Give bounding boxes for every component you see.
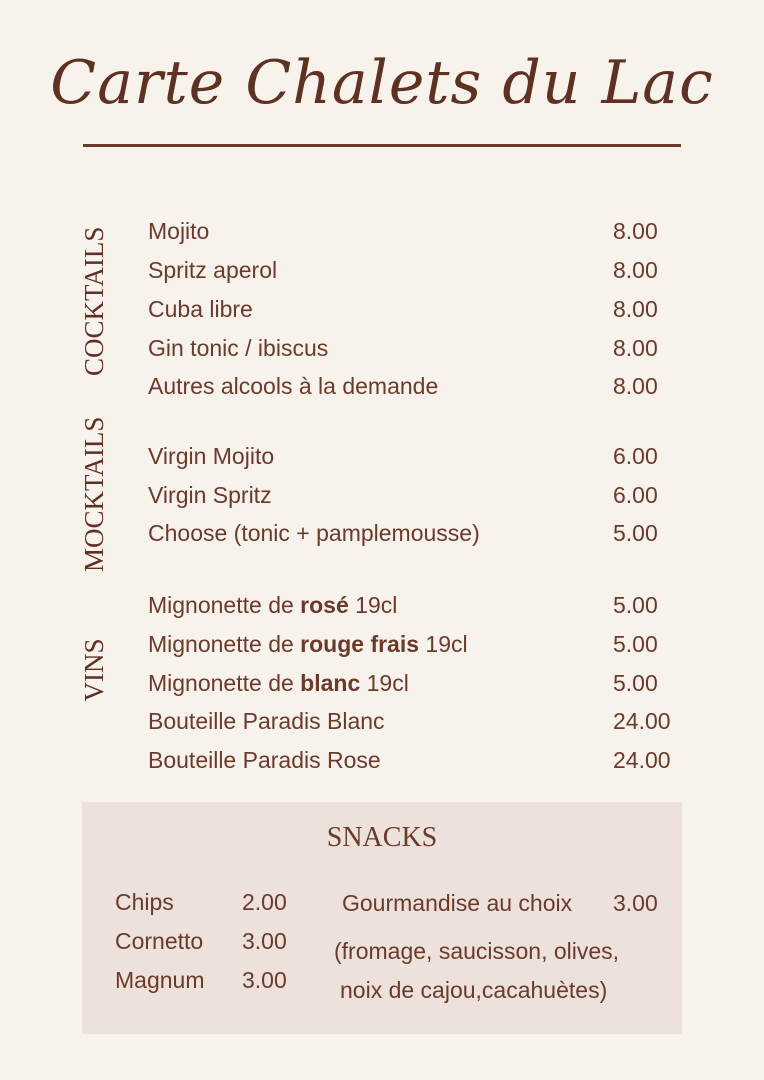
snack-price: 3.00 xyxy=(242,967,287,993)
item-name: Autres alcools à la demande xyxy=(148,373,439,399)
item-price: 8.00 xyxy=(613,373,658,399)
menu-item xyxy=(148,480,673,510)
item-price: 5.00 xyxy=(613,592,658,618)
menu-item xyxy=(148,629,673,659)
item-name: Spritz aperol xyxy=(148,257,278,283)
gourmandise-price: 3.00 xyxy=(613,890,658,916)
item-name xyxy=(148,590,397,620)
menu-item xyxy=(148,745,673,775)
section-label-mocktails: MOCKTAILS xyxy=(79,416,109,572)
item-name-suffix: 19cl xyxy=(360,670,409,696)
menu-item xyxy=(148,255,673,285)
snack-price: 3.00 xyxy=(242,928,287,954)
section-label-cocktails: COCKTAILS xyxy=(79,226,109,376)
item-name: Mojito xyxy=(148,218,210,244)
snacks-panel xyxy=(82,802,682,1034)
item-price: 5.00 xyxy=(613,670,658,696)
item-name: Bouteille Paradis Blanc xyxy=(148,708,385,734)
menu-title: Carte Chalets du Lac xyxy=(50,48,714,118)
item-name xyxy=(148,629,468,659)
item-name-suffix: 19cl xyxy=(419,631,468,657)
menu-item xyxy=(148,294,673,324)
item-name-emphasis: rosé xyxy=(300,592,349,618)
item-price: 24.00 xyxy=(613,708,671,734)
gourmandise-detail: noix de cajou,cacahuètes) xyxy=(340,977,608,1003)
item-name: Bouteille Paradis Rose xyxy=(148,747,381,773)
menu-item xyxy=(148,668,673,698)
item-price: 8.00 xyxy=(613,218,658,244)
menu-item xyxy=(148,371,673,401)
gourmandise-detail: (fromage, saucisson, olives, xyxy=(334,938,620,964)
item-name: Virgin Spritz xyxy=(148,482,272,508)
menu-item xyxy=(148,333,673,363)
item-name: Cuba libre xyxy=(148,296,253,322)
item-name xyxy=(148,668,409,698)
item-name-prefix: Mignonette de xyxy=(148,670,301,696)
gourmandise-name: Gourmandise au choix xyxy=(342,890,573,916)
item-price: 8.00 xyxy=(613,335,658,361)
menu-item xyxy=(148,590,673,620)
snack-name: Magnum xyxy=(115,967,205,993)
item-name-prefix: Mignonette de xyxy=(148,631,301,657)
snack-name: Chips xyxy=(115,889,174,915)
item-price: 8.00 xyxy=(613,296,658,322)
section-label-vins: VINS xyxy=(79,638,109,702)
item-price: 24.00 xyxy=(613,747,671,773)
menu-item xyxy=(148,518,673,548)
item-name: Virgin Mojito xyxy=(148,443,275,469)
item-name: Gin tonic / ibiscus xyxy=(148,335,329,361)
item-price: 5.00 xyxy=(613,631,658,657)
item-price: 6.00 xyxy=(613,482,658,508)
item-name-emphasis: blanc xyxy=(300,670,361,696)
item-name-prefix: Mignonette de xyxy=(148,592,301,618)
menu-item xyxy=(148,706,673,736)
item-name-suffix: 19cl xyxy=(348,592,398,618)
snacks-title: SNACKS xyxy=(326,822,438,853)
item-name-emphasis: rouge frais xyxy=(300,631,420,657)
title-divider xyxy=(83,144,681,147)
snack-name: Cornetto xyxy=(115,928,204,954)
item-price: 6.00 xyxy=(613,443,658,469)
snack-price: 2.00 xyxy=(242,889,287,915)
menu-item xyxy=(148,216,673,246)
menu-item xyxy=(148,441,673,471)
item-name: Choose (tonic + pamplemousse) xyxy=(148,520,480,546)
item-price: 5.00 xyxy=(613,520,658,546)
item-price: 8.00 xyxy=(613,257,658,283)
